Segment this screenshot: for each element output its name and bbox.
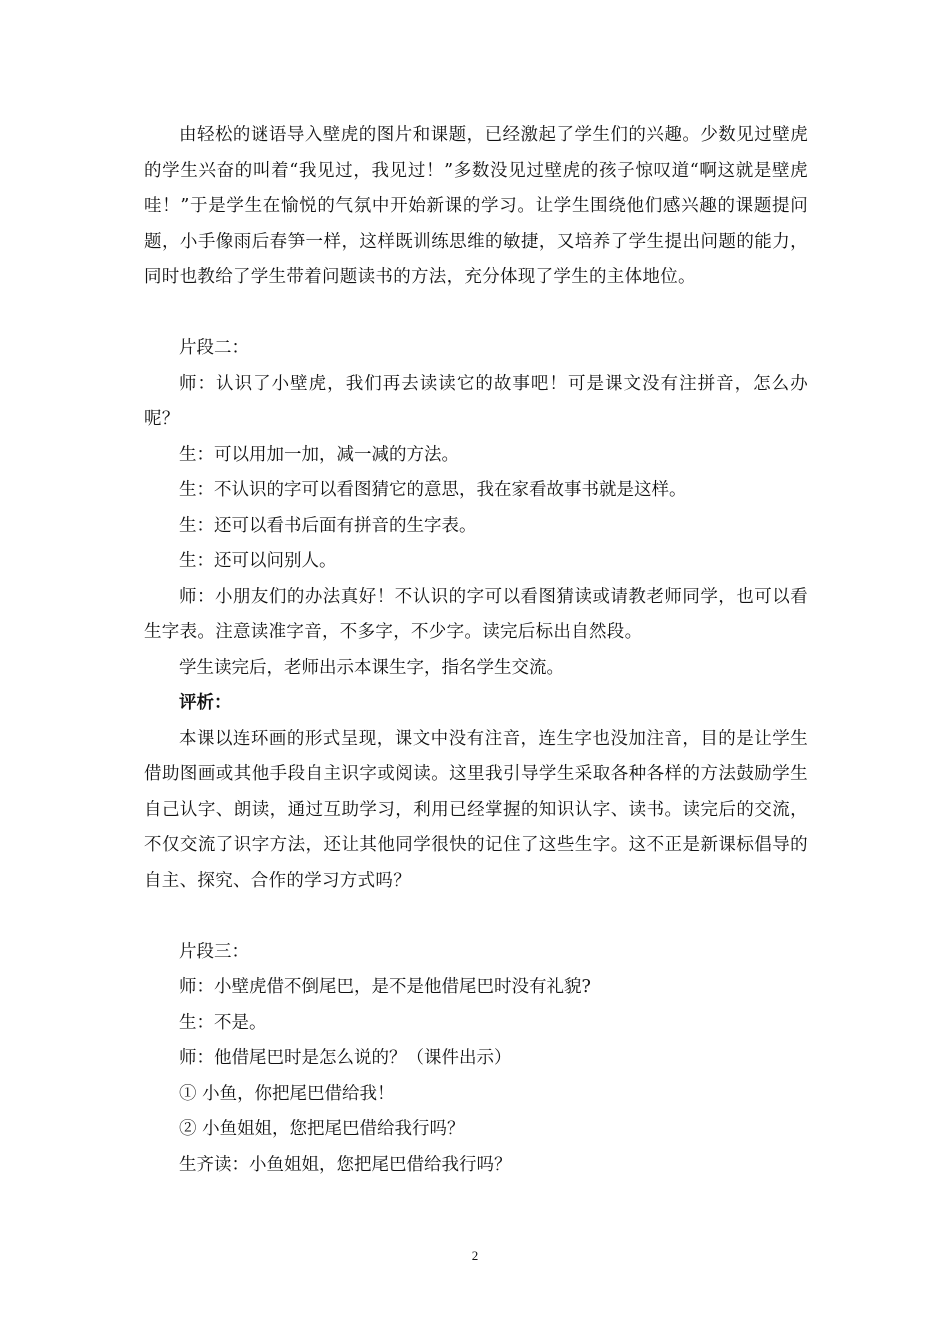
segment2-after-reading: 学生读完后，老师出示本课生字，指名学生交流。 xyxy=(179,657,564,678)
segment3-teacher-question-1: 师：小壁虎借不倒尾巴，是不是他借尾巴时没有礼貌? xyxy=(179,977,591,997)
paragraph-gap xyxy=(144,296,808,332)
segment2-teacher-question: 师：认识了小壁虎，我们再去读读它的故事吧！可是课文没有注拼音，怎么办呢？ xyxy=(144,373,808,429)
segment3-teacher-question-2: 师：他借尾巴时是怎么说的？（课件出示） xyxy=(179,1048,512,1068)
segment2-student-2: 生：不认识的字可以看图猜它的意思，我在家看故事书就是这样。 xyxy=(179,480,687,500)
segment2-student-3: 生：还可以看书后面有拼音的生字表。 xyxy=(179,515,477,536)
page-number: 2 xyxy=(471,1248,479,1263)
segment3-option-1: ① 小鱼，你把尾巴借给我！ xyxy=(179,1083,395,1104)
segment3-chorus: 生齐读：小鱼姐姐，您把尾巴借给我行吗？ xyxy=(179,1154,512,1175)
segment3-student-1: 生：不是。 xyxy=(179,1012,267,1033)
document-page xyxy=(144,118,808,1183)
segment2-heading: 片段二： xyxy=(179,338,249,358)
intro-paragraph: 由轻松的谜语导入壁虎的图片和课题，已经激起了学生们的兴趣。少数见过壁虎的学生兴奋的叫着“我见过，我见过！”多数没见过壁虎的孩子惊叹道“啊这就是壁虎哇！”于是学生在愉悦的气氛中开始新课的学习。让学生围绕他们感兴趣的课题提问题，小手像雨后春笋一样，这样既训练思维的敏捷，又培养了学生提出问题的能力，同时也教给了学生带着问题读书的方法，充分体现了学生的主体地位。 xyxy=(144,125,808,287)
segment2-student-1: 生：可以用加一加，减一减的方法。 xyxy=(179,444,459,465)
paragraph-gap xyxy=(144,899,808,935)
segment3-heading: 片段三： xyxy=(179,941,249,962)
segment2-student-4: 生：还可以问别人。 xyxy=(179,551,337,571)
segment3-option-2: ② 小鱼姐姐，您把尾巴借给我行吗？ xyxy=(179,1119,465,1139)
analysis-text: 本课以连环画的形式呈现，课文中没有注音，连生字也没加注音，目的是让学生借助图画或其他手段自主识字或阅读。这里我引导学生采取各种各样的方法鼓励学生自己认字、朗读，通过互助学习，利用已经掌握的知识认字、读书。读完后的交流，不仅交流了识字方法，还让其他同学很快的记住了这些生字。这不正是新课标倡导的自主、探究、合作的学习方式吗？ xyxy=(144,728,808,891)
segment2-teacher-answer: 师：小朋友们的办法真好！不认识的字可以看图猜读或请教老师同学，也可以看生字表。注意读准字音，不多字，不少字。读完后标出自然段。 xyxy=(144,586,808,642)
analysis-label: 评析： xyxy=(179,693,232,713)
